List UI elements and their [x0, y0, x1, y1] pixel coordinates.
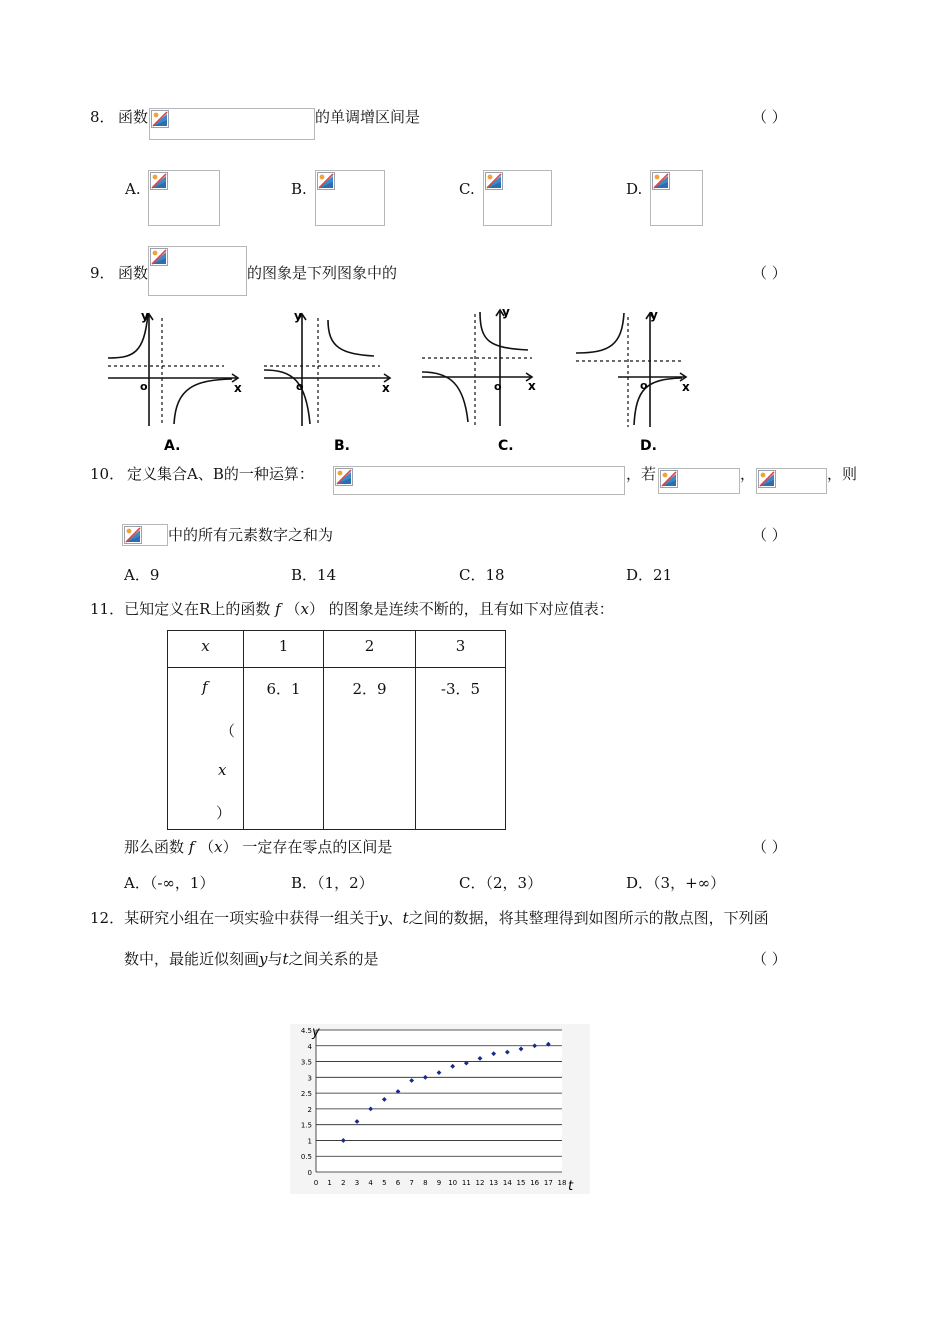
y-tick-label: 2 [307, 1105, 312, 1114]
q11-value-table [167, 630, 506, 830]
x-tick-label: 16 [530, 1179, 540, 1187]
x-tick-label: 10 [448, 1179, 458, 1187]
broken-image-icon [150, 248, 168, 266]
y-tick-label: 1.5 [300, 1121, 312, 1130]
x-tick-label: 6 [395, 1179, 401, 1187]
q12-answer-paren: （ ） [752, 950, 787, 968]
q11-option-a: A．（-∞，1） [124, 874, 215, 892]
q8-option-a-image [148, 170, 220, 226]
broken-image-icon [660, 470, 678, 488]
q10-option-b: B．14 [291, 566, 337, 584]
q8-tail: 的单调增区间是 [315, 108, 421, 126]
q10-set-b-image [756, 468, 827, 494]
q8-lead: 函数 [118, 108, 149, 126]
axis-y-label: y [502, 305, 510, 319]
x-tick-label: 1 [327, 1179, 332, 1187]
origin-label: o [640, 379, 648, 392]
x-tick-label: 17 [543, 1179, 553, 1187]
q10-number: 10． [90, 465, 125, 483]
q8-option-d-image [650, 170, 703, 226]
q9-graph-b [262, 308, 412, 456]
origin-label: o [494, 380, 502, 393]
q10-lead: 定义集合A、B的一种运算： [127, 465, 314, 483]
q9-number: 9． [90, 264, 115, 282]
axis-x-label: x [234, 381, 242, 395]
q8-option-c-image [483, 170, 552, 226]
table-cell-value: 2．9 [324, 668, 416, 830]
q9-graph-a [104, 308, 254, 456]
q10-then: ，则 [827, 465, 858, 483]
q12-scatter-chart [290, 1024, 590, 1194]
y-tick-label: 2.5 [300, 1090, 312, 1099]
x-tick-label: 14 [502, 1179, 512, 1187]
axis-x-label: x [382, 381, 390, 395]
x-tick-label: 12 [475, 1179, 485, 1187]
x-tick-label: 15 [516, 1179, 526, 1187]
q11-option-d: D．（3，+∞） [626, 874, 726, 892]
y-tick-label: 0.5 [300, 1153, 312, 1162]
origin-label: o [140, 380, 148, 393]
table-header-x: x [168, 631, 244, 668]
x-tick-label: 9 [436, 1179, 442, 1187]
broken-image-icon [485, 172, 503, 190]
axis-x-label: x [528, 379, 536, 393]
q11-option-c: C．（2，3） [459, 874, 543, 892]
q11-option-b: B．（1，2） [291, 874, 374, 892]
y-tick-label: 1 [307, 1137, 312, 1146]
broken-image-icon [317, 172, 335, 190]
x-tick-label: 5 [382, 1179, 387, 1187]
x-tick-label: 18 [557, 1179, 567, 1187]
q10-result-set-image [122, 524, 168, 546]
q8-option-b-letter: B. [291, 180, 307, 198]
q10-option-d: D．21 [626, 566, 673, 584]
q9-formula-image [148, 246, 247, 296]
x-tick-label: 8 [423, 1179, 428, 1187]
table-header-1: 1 [244, 631, 324, 668]
x-tick-label: 2 [341, 1179, 346, 1187]
q9-tail: 的图象是下列图象中的 [247, 264, 398, 282]
y-tick-label: 3.5 [300, 1058, 312, 1067]
broken-image-icon [151, 110, 169, 128]
axis-x-label: x [682, 380, 690, 394]
q10-answer-paren: （ ） [752, 526, 787, 544]
q8-option-b-image [315, 170, 385, 226]
x-tick-label: 11 [461, 1179, 471, 1187]
x-tick-label: 4 [368, 1179, 373, 1187]
y-tick-label: 3 [307, 1074, 312, 1083]
x-tick-label: 3 [354, 1179, 360, 1187]
q12-line1: 12．某研究小组在一项实验中获得一组关于y、t之间的数据，将其整理得到如图所示的散点图，下列函 [90, 909, 769, 927]
q10-option-a: A．9 [124, 566, 160, 584]
q8-formula-image [149, 108, 315, 140]
origin-label: o [296, 380, 304, 393]
q10-operation-image [333, 466, 625, 495]
q8-option-a-letter: A. [125, 180, 141, 198]
q11-ask: 那么函数 f （x） 一定存在零点的区间是 [124, 838, 393, 856]
y-tick-label: 4 [307, 1042, 312, 1051]
q12-line2: 数中，最能近似刻画y与t之间关系的是 [124, 950, 379, 968]
q8-answer-paren: （ ） [752, 108, 787, 126]
q10-set-a-image [658, 468, 740, 494]
table-row-label: f （ x ） [168, 668, 244, 830]
y-tick-label: 0 [307, 1169, 312, 1177]
plot-area [316, 1030, 562, 1172]
axis-y-label: y [141, 309, 149, 323]
x-tick-label: 0 [313, 1179, 319, 1187]
y-axis-label: y [312, 1025, 320, 1040]
q8-option-c-letter: C. [459, 180, 475, 198]
axis-y-label: y [650, 308, 658, 322]
graph-label: A. [164, 438, 181, 454]
table-cell-value: -3．5 [416, 668, 506, 830]
q10-comma: ， [740, 465, 756, 483]
q10-line2: 中的所有元素数字之和为 [168, 526, 334, 544]
broken-image-icon [335, 468, 353, 486]
table-header-2: 2 [324, 631, 416, 668]
q11-answer-paren: （ ） [752, 838, 787, 856]
y-tick-label: 4.5 [300, 1027, 312, 1035]
q9-graph-d [574, 305, 724, 456]
q9-graph-c [420, 302, 570, 456]
graph-label: C. [498, 438, 514, 454]
q8-option-d-letter: D. [626, 180, 643, 198]
table-header-3: 3 [416, 631, 506, 668]
broken-image-icon [758, 470, 776, 488]
x-tick-label: 7 [409, 1179, 414, 1187]
axis-y-label: y [294, 309, 302, 323]
q9-lead: 函数 [118, 264, 149, 282]
q10-option-c: C．18 [459, 566, 505, 584]
broken-image-icon [652, 172, 670, 190]
q11-stem: 11．已知定义在R上的函数 f （x） 的图象是连续不断的，且有如下对应值表： [90, 600, 614, 618]
table-cell-value: 6．1 [244, 668, 324, 830]
graph-label: D. [640, 438, 657, 454]
q8-number: 8． [90, 108, 115, 126]
broken-image-icon [150, 172, 168, 190]
q10-if-text: ，若 [626, 465, 657, 483]
broken-image-icon [124, 526, 142, 544]
graph-label: B. [334, 438, 350, 454]
x-axis-label: t [568, 1179, 574, 1194]
x-tick-label: 13 [489, 1179, 499, 1187]
q9-answer-paren: （ ） [752, 264, 787, 282]
